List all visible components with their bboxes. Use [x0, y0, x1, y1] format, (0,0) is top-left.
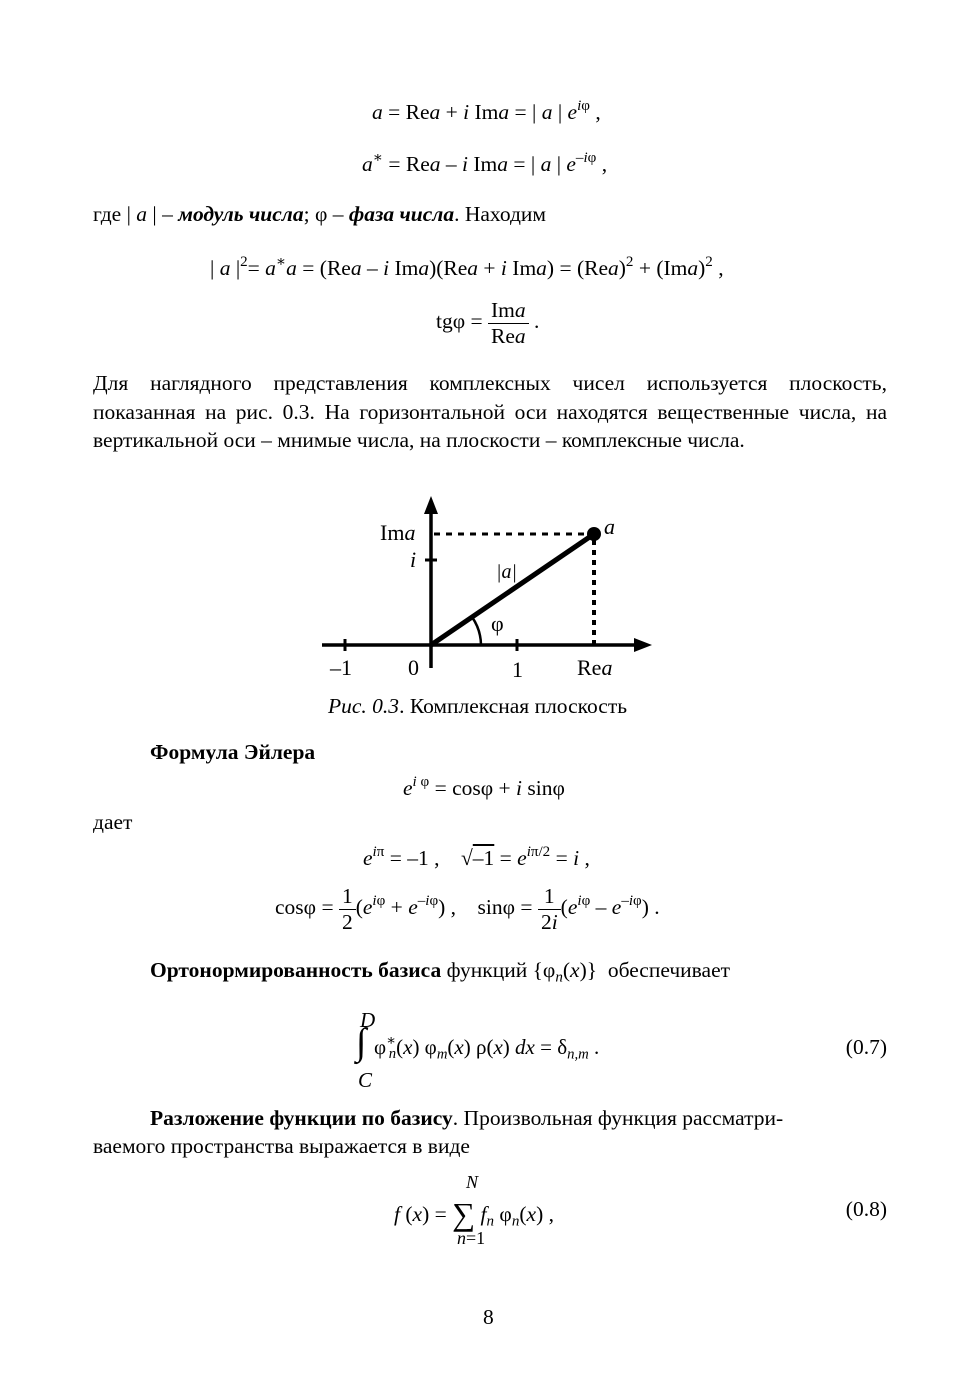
- figure-caption: [328, 694, 627, 719]
- label-im: Ima: [380, 520, 416, 545]
- label-i: i: [410, 547, 417, 572]
- expansion-text-1: . Произвольная функция рассматри-: [452, 1106, 784, 1130]
- ortho-provides: обеспечивает: [607, 958, 731, 982]
- expansion-line-1: [150, 1106, 783, 1131]
- complex-plane-figure: [310, 490, 660, 690]
- gives-word: дает: [93, 810, 133, 834]
- angle-arc: [472, 617, 481, 645]
- label-zero: 0: [408, 655, 419, 680]
- ortho-line: Ортонормированность базиса функций $\{\varphi_n(x)\}$ обеспечивает: [150, 958, 731, 986]
- equation-number-08: (0.8): [845, 1197, 887, 1221]
- equation-euler: $e^{i \varphi} = \cos\varphi + i$ sinφ: [403, 773, 565, 800]
- caption-label: Рис. 0.3: [328, 694, 400, 718]
- page-number: 8: [483, 1305, 494, 1329]
- equation-number-07: (0.7): [845, 1035, 887, 1059]
- ortho-heading: Ортонормированность базиса: [150, 958, 442, 982]
- where-word: где: [93, 202, 122, 226]
- finding-word: Находим: [464, 202, 547, 226]
- x-axis-arrow: [634, 638, 652, 652]
- label-abs-a: |a|: [496, 561, 517, 583]
- phase-term: фаза числа: [348, 202, 455, 226]
- equation-a-polar: a = Rea + i Ima = | a | $e^{i\varphi}$ ,: [372, 97, 601, 124]
- y-axis-arrow: [424, 496, 438, 514]
- expansion-line-2: ваемого пространства выражается в виде: [93, 1134, 470, 1158]
- label-phi: φ: [491, 611, 504, 636]
- equation-cos-sin: cosφ = $\frac{1}{2}$ $(e^{i\varphi} + e^{-i\varphi})$ , sinφ = $\frac{1}{2i}$ $(e^{i\varphi} - e^{-i\varphi})$ .: [275, 884, 660, 934]
- label-re: Rea: [577, 655, 613, 680]
- expansion-heading: Разложение функции по базису: [150, 1106, 453, 1130]
- plane-paragraph: Для наглядного представления комплексных чисел используется плоскость, показанная на рис. 0.3. На горизонтальной оси находятся вещественные числа, на вертикальной оси – мнимые числа, на плоскости – комплексные числа.: [93, 371, 887, 452]
- label-one: 1: [512, 657, 523, 682]
- label-minus1: –1: [330, 655, 352, 680]
- euler-heading: Формула Эйлера: [150, 740, 316, 764]
- equation-modulus-squared: | a $|^2= a^∗a = (Rea - i$ Ima)(Rea + i Ima) = (Rea)$^2$ + (Ima)$^2$ ,: [210, 253, 724, 280]
- point-a: [587, 527, 601, 541]
- equation-tg-phi: tgφ = $\frac{\text{Ima}}{\text{Rea}}$ .: [436, 298, 540, 348]
- label-point-a: a: [604, 514, 615, 539]
- vector-a: [431, 534, 594, 645]
- caption-text: . Комплексная плоскость: [399, 694, 628, 718]
- equation-euler-special: $e^{i\pi} = -1$ , $√-1 = e^{i\pi/2} = i$ ,: [363, 843, 590, 870]
- modulus-term: модуль числа: [178, 202, 304, 226]
- ortho-functions: функций: [446, 958, 528, 982]
- definition-line: где | a | – модуль числа; φ – фаза числа. Находим: [93, 202, 547, 226]
- equation-a-conjugate: a∗ = Rea – i Ima = | a | $e^{-i\varphi}$ ,: [362, 149, 608, 176]
